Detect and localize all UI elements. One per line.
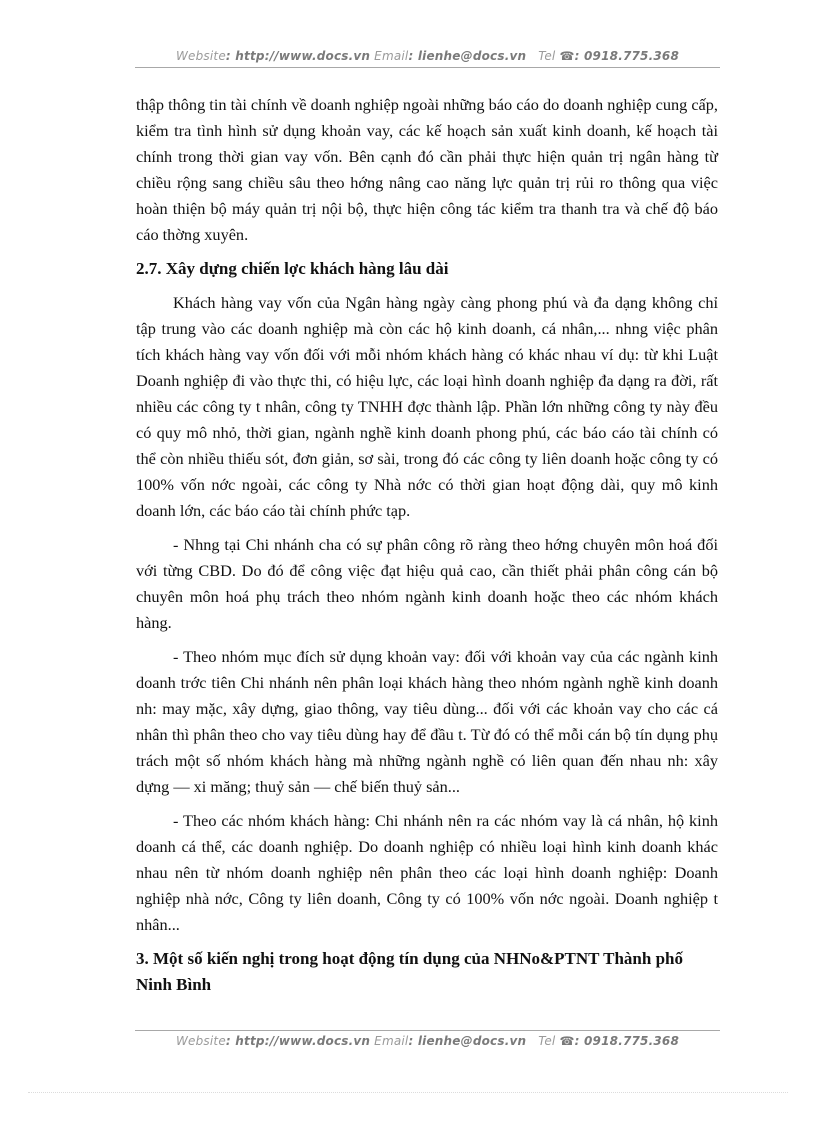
page-footer: [135, 1034, 720, 1048]
footer-email-label: Email: [374, 1034, 409, 1048]
phone-icon: ☎: [559, 49, 575, 63]
footer-tel-label: Tel: [538, 1034, 556, 1048]
footer-divider: [135, 1030, 720, 1031]
phone-number: : 0918.775.368: [574, 49, 680, 63]
footer-email-link[interactable]: : lienhe@docs.vn: [408, 1034, 527, 1048]
paragraph-branch: - Nhng tại Chi nhánh cha có sự phân công rõ ràng theo hớng chuyên môn hoá đối với từng CBD. Do đó để công việc đạt hiệu quả cao, cần thiết phải phân công cán bộ chuyên môn hoá phụ trách theo nhóm ngành kinh doanh hoặc theo các nhóm khách hàng.: [136, 535, 718, 632]
paragraph-loan-purpose: - Theo nhóm mục đích sử dụng khoản vay: đối với khoản vay của các ngành kinh doanh trớc tiên Chi nhánh nên phân loại khách hàng theo nhóm ngành nghề kinh doanh nh: may mặc, xây dựng, giao thông, vay tiêu dùng... đối với các khoản vay cho các cá nhân thì phân theo cho vay tiêu dùng hay để đầu t. Từ đó có thể mỗi cán bộ tín dụng phụ trách một số nhóm khách hàng mà những ngành nghề có liên quan đến nhau nh: xây dựng — xi măng; thuỷ sản — chế biến thuỷ sản...: [136, 647, 718, 796]
section-heading-3: 3. Một số kiến nghị trong hoạt động tín dụng của NHNo&PTNT Thành phố Ninh Bình: [136, 949, 683, 994]
footer-phone-icon: ☎: [559, 1034, 575, 1048]
paragraph-intro: thập thông tin tài chính về doanh nghiệp ngoài những báo cáo do doanh nghiệp cung cấp, kiểm tra tình hình sử dụng khoản vay, các kế hoạch sản xuất kinh doanh, kế hoạch tài chính trong thời gian vay vốn. Bên cạnh đó cần phải thực hiện quản trị ngân hàng từ chiều rộng sang chiều sâu theo hớng nâng cao năng lực quản trị rủi ro thông qua việc hoàn thiện bộ máy quản trị nội bộ, thực hiện công tác kiểm tra thanh tra và chế độ báo cáo thờng xuyên.: [136, 95, 718, 244]
page-bottom-dotted-edge: [28, 1092, 788, 1093]
email-label: Email: [374, 49, 409, 63]
tel-label: Tel: [538, 49, 556, 63]
document-body: [136, 92, 718, 998]
paragraph-customers: Khách hàng vay vốn của Ngân hàng ngày càng phong phú và đa dạng không chỉ tập trung vào các doanh nghiệp mà còn các hộ kinh doanh, cá nhân,... nhng việc phân tích khách hàng vay vốn đối với mỗi nhóm khách hàng có khác nhau ví dụ: từ khi Luật Doanh nghiệp đi vào thực thi, có hiệu lực, các loại hình doanh nghiệp đa dạng ra đời, rất nhiều các công ty t nhân, công ty TNHH đợc thành lập. Phần lớn những công ty này đều có quy mô nhỏ, thời gian, ngành nghề kinh doanh phong phú, các báo cáo tài chính có thể còn nhiều thiếu sót, đơn giản, sơ sài, trong đó các công ty liên doanh hoặc công ty có 100% vốn nớc ngoài, các công ty Nhà nớc có thời gian hoạt động dài, quy mô kinh doanh lớn, các báo cáo tài chính phức tạp.: [136, 293, 718, 520]
header-divider: [135, 67, 720, 68]
website-label: Website: [175, 49, 226, 63]
website-link[interactable]: : http://www.docs.vn: [225, 49, 371, 63]
footer-website-label: Website: [175, 1034, 226, 1048]
paragraph-customer-groups: - Theo các nhóm khách hàng: Chi nhánh nên ra các nhóm vay là cá nhân, hộ kinh doanh cá thể, các doanh nghiệp. Do doanh nghiệp có nhiều loại hình kinh doanh khác nhau nên từ nhóm doanh nghiệp nên phân theo các loại hình doanh nghiệp: Doanh nghiệp nhà nớc, Công ty liên doanh, Công ty có 100% vốn nớc ngoài. Doanh nghiệp t nhân...: [136, 811, 718, 934]
footer-website-link[interactable]: : http://www.docs.vn: [225, 1034, 371, 1048]
section-heading-2-7: 2.7. Xây dựng chiến lợc khách hàng lâu dài: [136, 259, 449, 278]
footer-phone-number: : 0918.775.368: [574, 1034, 680, 1048]
email-link[interactable]: : lienhe@docs.vn: [408, 49, 527, 63]
page-header: [135, 49, 720, 63]
